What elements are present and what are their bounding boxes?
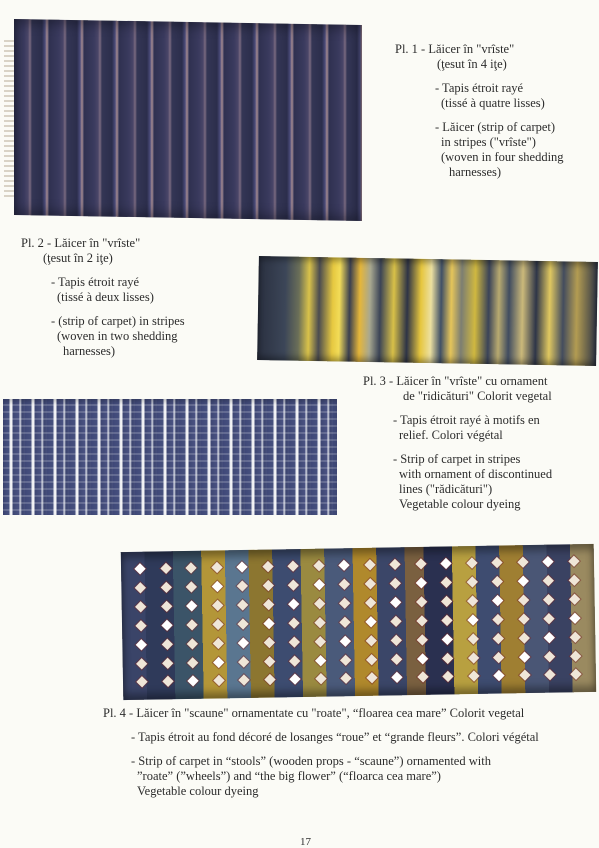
diamond-motif <box>186 582 197 593</box>
diamond-motif <box>365 654 376 665</box>
carpet-motif-column <box>209 558 225 690</box>
diamond-motif <box>263 618 274 629</box>
plate-2-english-line-1: - (strip of carpet) in stripes <box>51 314 185 328</box>
diamond-motif <box>466 558 477 569</box>
plate-4-carpet-image <box>121 544 597 700</box>
diamond-motif <box>416 615 427 626</box>
diamond-motif <box>441 596 452 607</box>
diamond-motif <box>568 575 579 586</box>
diamond-motif <box>313 579 324 590</box>
plate-1-romanian-note: (ţesut în 4 iţe) <box>437 57 507 71</box>
diamond-motif <box>364 560 375 571</box>
diamond-motif <box>212 619 223 630</box>
plate-4-title: Pl. 4 - Lăicer în "scaune" ornamentate cu "roate", “floarea cea mare” Colorit vegetal <box>103 706 525 720</box>
diamond-motif <box>416 653 427 664</box>
diamond-motif <box>466 577 477 588</box>
diamond-motif <box>288 580 299 591</box>
diamond-motif <box>213 675 224 686</box>
diamond-motif <box>187 638 198 649</box>
diamond-motif <box>315 674 326 685</box>
carpet-motif-column <box>388 555 404 687</box>
diamond-motif <box>289 674 300 685</box>
plate-3-french-line-2: relief. Colori végétal <box>399 428 503 442</box>
diamond-motif <box>365 616 376 627</box>
diamond-motif <box>238 637 249 648</box>
plate-3-english-line-2: with ornament of discontinued <box>399 467 553 481</box>
plate-1-english-line-4: harnesses) <box>449 165 502 179</box>
diamond-motif <box>441 577 452 588</box>
diamond-motif <box>237 618 248 629</box>
plate-1-carpet-image <box>14 19 362 221</box>
diamond-motif <box>493 652 504 663</box>
carpet-motif-column <box>515 553 531 685</box>
diamond-motif <box>442 652 453 663</box>
carpet-motif-column <box>464 554 480 686</box>
diamond-motif <box>339 617 350 628</box>
diamond-motif <box>491 557 502 568</box>
plate-1-caption <box>395 42 564 180</box>
diamond-motif <box>440 558 451 569</box>
diamond-motif <box>390 616 401 627</box>
diamond-motif <box>390 597 401 608</box>
diamond-motif <box>160 582 171 593</box>
diamond-motif <box>187 657 198 668</box>
diamond-motif <box>185 563 196 574</box>
diamond-motif <box>467 633 478 644</box>
plate-2-english-line-3: harnesses) <box>63 344 116 358</box>
plate-1-english-line-1: - Lăicer (strip of carpet) <box>435 120 556 134</box>
diamond-motif <box>492 576 503 587</box>
diamond-motif <box>136 677 147 688</box>
carpet-motif-column <box>490 553 506 685</box>
carpet-motif-column <box>362 556 378 688</box>
diamond-motif <box>390 578 401 589</box>
diamond-motif <box>391 653 402 664</box>
diamond-motif <box>161 601 172 612</box>
diamond-motif <box>289 655 300 666</box>
diamond-motif <box>135 601 146 612</box>
diamond-motif <box>519 670 530 681</box>
diamond-motif <box>468 671 479 682</box>
diamond-motif <box>212 600 223 611</box>
diamond-motif <box>493 633 504 644</box>
diamond-motif <box>338 560 349 571</box>
diamond-motif <box>518 651 529 662</box>
diamond-motif <box>391 672 402 683</box>
diamond-motif <box>442 671 453 682</box>
diamond-motif <box>213 656 224 667</box>
diamond-motif <box>365 635 376 646</box>
plate-4-french-line-1: - Tapis étroit au fond décoré de losanges “roue” et “grande fleurs”. Colori végétal <box>131 730 539 744</box>
diamond-motif <box>492 595 503 606</box>
diamond-motif <box>263 599 274 610</box>
carpet-motif-column <box>541 553 557 685</box>
carpet-motif-column <box>184 559 200 691</box>
diamond-motif <box>160 563 171 574</box>
diamond-motif <box>544 669 555 680</box>
diamond-motif <box>340 635 351 646</box>
plate-1-english-line-3: (woven in four shedding <box>441 150 564 164</box>
diamond-motif <box>161 638 172 649</box>
carpet-motif-column <box>235 558 251 690</box>
diamond-motif <box>262 561 273 572</box>
carpet-motif-column <box>133 560 149 692</box>
diamond-motif <box>211 581 222 592</box>
diamond-motif <box>135 582 146 593</box>
plate-2-french-line-2: (tissé à deux lisses) <box>57 290 154 304</box>
diamond-motif <box>570 669 581 680</box>
diamond-motif <box>187 676 198 687</box>
diamond-motif <box>416 596 427 607</box>
carpet-motif-column <box>286 557 302 689</box>
diamond-motif <box>288 599 299 610</box>
diamond-motif <box>543 575 554 586</box>
diamond-motif <box>237 581 248 592</box>
diamond-motif <box>161 620 172 631</box>
diamond-motif <box>314 598 325 609</box>
carpet-motif-column <box>311 557 327 689</box>
carpet-motif-column <box>260 557 276 689</box>
plate-2-english-line-2: (woven in two shedding <box>57 329 178 343</box>
diamond-motif <box>518 613 529 624</box>
plate-1-english-line-2: in stripes ("vrîste") <box>441 135 536 149</box>
plate-3-carpet-image <box>3 399 337 515</box>
diamond-motif <box>136 639 147 650</box>
carpet-motif-column <box>439 554 455 686</box>
plate-4-english-line-2: ”roate” (”wheels”) and “the big flower” (“floarca cea mare”) <box>137 769 441 783</box>
diamond-motif <box>339 579 350 590</box>
diamond-motif <box>517 576 528 587</box>
diamond-motif <box>467 614 478 625</box>
diamond-motif <box>542 556 553 567</box>
plate-2-french-line-1: - Tapis étroit rayé <box>51 275 140 289</box>
diamond-motif <box>467 652 478 663</box>
diamond-motif <box>518 632 529 643</box>
diamond-motif <box>391 634 402 645</box>
plate-3-title: Pl. 3 - Lăicer în "vrîste" cu ornament <box>363 374 548 388</box>
diamond-motif <box>492 614 503 625</box>
diamond-motif <box>314 617 325 628</box>
plate-2-caption <box>21 236 185 359</box>
diamond-motif <box>415 559 426 570</box>
diamond-motif <box>365 597 376 608</box>
diamond-motif <box>287 561 298 572</box>
diamond-motif <box>569 650 580 661</box>
diamond-motif <box>416 634 427 645</box>
carpet-motif-column <box>337 556 353 688</box>
diamond-motif <box>236 562 247 573</box>
plate-2-romanian-note: (ţesut în 2 iţe) <box>43 251 113 265</box>
plate-4-caption <box>103 706 539 799</box>
diamond-motif <box>135 620 146 631</box>
plate-4-english-line-3: Vegetable colour dyeing <box>137 784 259 798</box>
diamond-motif <box>186 600 197 611</box>
plate-3-caption <box>363 374 552 512</box>
diamond-motif <box>544 632 555 643</box>
diamond-motif <box>264 656 275 667</box>
diamond-motif <box>466 595 477 606</box>
diamond-motif <box>569 631 580 642</box>
plate-1-title: Pl. 1 - Lăicer în "vrîste" <box>395 42 515 56</box>
diamond-motif <box>288 617 299 628</box>
diamond-motif <box>544 651 555 662</box>
plate-3-english-line-1: - Strip of carpet in stripes <box>393 452 521 466</box>
diamond-motif <box>315 655 326 666</box>
diamond-motif <box>517 595 528 606</box>
diamond-motif <box>543 613 554 624</box>
diamond-motif <box>441 615 452 626</box>
diamond-motif <box>339 598 350 609</box>
plate-2-title: Pl. 2 - Lăicer în "vrîste" <box>21 236 141 250</box>
plate-2-carpet-image <box>257 256 598 366</box>
diamond-motif <box>211 562 222 573</box>
plate-4-english-line-1: - Strip of carpet in “stools” (wooden props - “scaune”) ornamented with <box>131 754 491 768</box>
diamond-motif <box>543 594 554 605</box>
diamond-motif <box>136 658 147 669</box>
plate-3-english-line-4: Vegetable colour dyeing <box>399 497 521 511</box>
diamond-motif <box>237 599 248 610</box>
diamond-motif <box>238 656 249 667</box>
diamond-motif <box>262 580 273 591</box>
plate-1-french-line-2: (tissé à quatre lisses) <box>441 96 545 110</box>
diamond-motif <box>212 638 223 649</box>
diamond-motif <box>238 675 249 686</box>
carpet-motif-column <box>158 559 174 691</box>
carpet-motif-column <box>566 552 582 684</box>
diamond-motif <box>364 578 375 589</box>
diamond-motif <box>263 637 274 648</box>
carpet-motif-column <box>413 555 429 687</box>
plate-1-french-line-1: - Tapis étroit rayé <box>435 81 524 95</box>
diamond-motif <box>493 670 504 681</box>
plate-3-english-line-3: lines ("rădicături") <box>399 482 493 496</box>
diamond-motif <box>134 564 145 575</box>
diamond-motif <box>442 634 453 645</box>
diamond-motif <box>162 657 173 668</box>
diamond-motif <box>264 674 275 685</box>
diamond-motif <box>340 673 351 684</box>
diamond-motif <box>289 636 300 647</box>
diamond-motif <box>517 557 528 568</box>
diamond-motif <box>186 619 197 630</box>
diamond-motif <box>415 578 426 589</box>
diamond-motif <box>313 560 324 571</box>
diamond-motif <box>314 636 325 647</box>
diamond-motif <box>417 672 428 683</box>
diamond-motif <box>569 613 580 624</box>
diamond-motif <box>366 673 377 684</box>
plate-3-french-line-1: - Tapis étroit rayé à motifs en <box>393 413 540 427</box>
diamond-motif <box>162 676 173 687</box>
page-number: 17 <box>300 836 311 848</box>
diamond-motif <box>568 556 579 567</box>
plate-3-romanian-line-2: de "ridicături" Colorit vegetal <box>403 389 552 403</box>
diamond-motif <box>568 594 579 605</box>
diamond-motif <box>389 559 400 570</box>
diamond-motif <box>340 654 351 665</box>
